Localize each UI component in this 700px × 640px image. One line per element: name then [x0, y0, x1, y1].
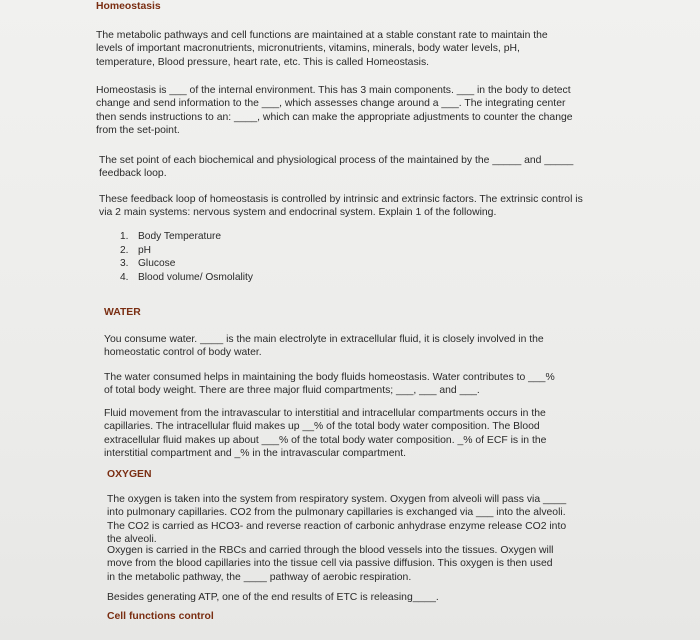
list-item: 4. Blood volume/ Osmolality — [120, 271, 253, 283]
water-paragraph-1: You consume water. ____ is the main electrolyte in extracellular fluid, it is closely involved in the homeostatic control of body water. — [104, 334, 544, 359]
water-paragraph-3: Fluid movement from the intravascular to interstitial and intracellular compartments occurs in the capillaries. The intracellular fluid makes up __% of the total body water composition. The Blood extracellular fluid makes up about ___% of the total body water composition. _% of ECF is in the interstitial compartment and _% in the intravascular compartment. — [104, 408, 547, 460]
list-item: 2. pH — [120, 244, 152, 256]
list-item: 1. Body Temperature — [120, 231, 222, 242]
oxygen-paragraph-3: Besides generating ATP, one of the end results of ETC is releasing____. — [107, 592, 439, 603]
water-heading: WATER — [104, 307, 141, 318]
cell-functions-heading: Cell functions control — [107, 611, 214, 622]
oxygen-paragraph-2: Oxygen is carried in the RBCs and carried through the blood vessels into the tissues. Oxygen will move from the blood capillaries into the tissue cell via passive diffusion. This oxygen is then used in the metabolic pathway, the ____ pathway of aerobic respiration. — [107, 545, 554, 583]
homeostasis-paragraph-3: The set point of each biochemical and physiological process of the maintained by the _____ and _____ feedback loop. — [99, 155, 574, 180]
homeostasis-paragraph-2: Homeostasis is ___ of the internal environment. This has 3 main components. ___ in the body to detect change and send information to the ___, which assesses change around a ___. The integrating center then sends instructions to an: ____, which can make the appropriate adjustments to counter the change from the set-point. — [96, 85, 573, 137]
list-item: 3. Glucose — [120, 258, 176, 270]
water-paragraph-2: The water consumed helps in maintaining the body fluids homeostasis. Water contributes to ___% of total body weight. There are three major fluid compartments; ___, ___ and ___. — [104, 372, 555, 397]
topic-list — [120, 230, 253, 284]
homeostasis-heading: Homeostasis — [96, 1, 161, 12]
oxygen-heading: OXYGEN — [107, 469, 152, 480]
oxygen-paragraph-1: The oxygen is taken into the system from respiratory system. Oxygen from alveoli will pass via ____ into pulmonary capillaries. CO2 from the pulmonary capillaries is exchanged via ___ into the alveoli. The CO2 is carried as HCO3- and reverse reaction of carbonic anhydrase enzyme release CO2 into the alveoli. — [107, 494, 567, 546]
homeostasis-paragraph-1: The metabolic pathways and cell functions are maintained at a stable constant rate to maintain the levels of important macronutrients, micronutrients, vitamins, minerals, body water levels, pH, temperature, Blood pressure, heart rate, etc. This is called Homeostasis. — [96, 30, 548, 68]
homeostasis-paragraph-4: These feedback loop of homeostasis is controlled by intrinsic and extrinsic factors. The extrinsic control is via 2 main systems: nervous system and endocrinal system. Explain 1 of the following. — [99, 194, 583, 219]
